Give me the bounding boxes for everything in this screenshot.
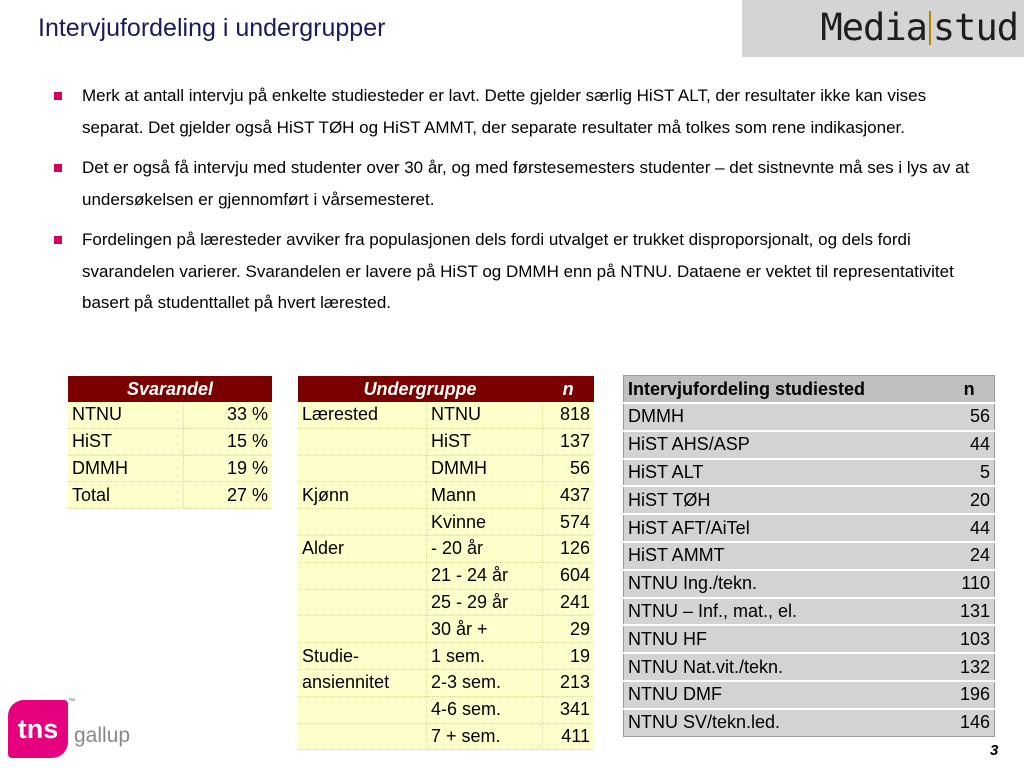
table-row (624, 542, 995, 570)
table-row (298, 589, 594, 616)
undergruppe-n-cell: 437 (542, 482, 594, 509)
undergruppe-group-cell (298, 455, 426, 482)
studiested-n-cell: 132 (944, 653, 994, 681)
undergruppe-group-cell (298, 428, 426, 455)
undergruppe-n-cell: 126 (542, 535, 594, 562)
bullet-square-icon (54, 236, 62, 244)
svarandel-name-cell: DMMH (68, 455, 183, 482)
gallup-logo-text: gallup (74, 724, 131, 747)
studiested-name-cell: DMMH (624, 403, 945, 431)
bullet-text: Merk at antall intervju på enkelte studiesteder er lavt. Dette gjelder særlig HiST ALT, der resultater ikke kan vises separat. Det gjelder også HiST TØH og HiST AMMT, der separate resultater må tolkes som rene indikasjoner. (82, 86, 927, 137)
studiested-name-cell: HiST AHS/ASP (624, 431, 945, 459)
table-row (624, 514, 995, 542)
studiested-n-cell: 131 (944, 598, 994, 626)
table-row (298, 616, 594, 643)
undergruppe-sub-cell: HiST (426, 428, 542, 455)
table-row (298, 455, 594, 482)
undergruppe-n-cell: 137 (542, 428, 594, 455)
undergruppe-sub-cell: DMMH (426, 455, 542, 482)
studiested-n-cell: 44 (944, 514, 994, 542)
bullet-text: Fordelingen på læresteder avviker fra populasjonen dels fordi utvalget er trukket disproporsjonalt, og dels fordi svarandelen varierer. Svarandelen er lavere på HiST og DMMH enn på NTNU. Dataene er vektet til representativitet basert på studenttallet på hvert lærested. (82, 230, 954, 312)
page-title: Intervjufordeling i undergrupper (38, 14, 386, 42)
studiested-name-cell: HiST AFT/AiTel (624, 514, 945, 542)
table-row (298, 402, 594, 428)
undergruppe-group-cell: ansiennitet (298, 669, 426, 696)
table-row (624, 681, 995, 709)
studiested-name-cell: HiST TØH (624, 486, 945, 514)
tns-logo: tns (8, 700, 68, 758)
studiested-name-cell: NTNU Ing./tekn. (624, 570, 945, 598)
undergruppe-n-cell: 29 (542, 616, 594, 643)
studiested-n-cell: 110 (944, 570, 994, 598)
undergruppe-n-cell: 213 (542, 669, 594, 696)
undergruppe-sub-cell: NTNU (426, 402, 542, 428)
undergruppe-sub-cell: Mann (426, 482, 542, 509)
table-row (298, 535, 594, 562)
bullet-item (52, 224, 982, 319)
table-row (68, 455, 272, 482)
table-header-row (298, 376, 594, 402)
studiested-n-cell: 196 (944, 681, 994, 709)
undergruppe-group-cell (298, 616, 426, 643)
studiested-name-cell: NTNU – Inf., mat., el. (624, 598, 945, 626)
table-row (624, 486, 995, 514)
studiested-name-cell: NTNU DMF (624, 681, 945, 709)
table-row (68, 402, 272, 428)
undergruppe-group-cell: Alder (298, 535, 426, 562)
studiested-name-cell: NTNU HF (624, 625, 945, 653)
table-row (624, 653, 995, 681)
studiested-name-cell: NTNU SV/tekn.led. (624, 709, 945, 736)
undergruppe-body (298, 402, 594, 750)
undergruppe-sub-cell: 2-3 sem. (426, 669, 542, 696)
svarandel-name-cell: NTNU (68, 402, 183, 428)
undergruppe-group-cell: Kjønn (298, 482, 426, 509)
table-row (298, 669, 594, 696)
studiested-n-header: n (944, 376, 994, 404)
bullet-text: Det er også få intervju med studenter over 30 år, og med førstesemesters studenter – det sistnevnte må ses i lys av at undersøkelsen er gjennomført i vårsemesteret. (82, 158, 970, 209)
undergruppe-group-cell (298, 723, 426, 750)
studiested-name-cell: HiST ALT (624, 459, 945, 487)
table-row (624, 625, 995, 653)
studiested-name-cell: HiST AMMT (624, 542, 945, 570)
studiested-n-cell: 44 (944, 431, 994, 459)
table-row (624, 403, 995, 431)
svarandel-name-cell: Total (68, 482, 183, 509)
studiested-n-cell: 103 (944, 625, 994, 653)
undergruppe-sub-cell: 30 år + (426, 616, 542, 643)
undergruppe-n-cell: 56 (542, 455, 594, 482)
undergruppe-n-cell: 604 (542, 562, 594, 589)
table-row (298, 723, 594, 750)
bullet-item (52, 80, 982, 143)
table-row (68, 482, 272, 509)
table-row (624, 598, 995, 626)
bullet-square-icon (54, 164, 62, 172)
undergruppe-sub-cell: - 20 år (426, 535, 542, 562)
table-header-row (68, 376, 272, 402)
table-row (68, 428, 272, 455)
undergruppe-n-cell: 574 (542, 509, 594, 536)
studiested-header: Intervjufordeling studiested (624, 376, 945, 404)
undergruppe-group-cell (298, 509, 426, 536)
studiested-n-cell: 20 (944, 486, 994, 514)
studiested-body (624, 403, 995, 736)
undergruppe-group-cell (298, 589, 426, 616)
svarandel-table (68, 376, 272, 509)
trademark: ™ (68, 698, 75, 705)
studiested-n-cell: 146 (944, 709, 994, 736)
undergruppe-sub-cell: 1 sem. (426, 643, 542, 670)
table-row (624, 431, 995, 459)
undergruppe-group-cell: Lærested (298, 402, 426, 428)
undergruppe-sub-cell: 7 + sem. (426, 723, 542, 750)
undergruppe-group-cell: Studie- (298, 643, 426, 670)
undergruppe-n-cell: 818 (542, 402, 594, 428)
logo-text-left: Media (820, 6, 927, 49)
svarandel-value-cell: 33 % (183, 402, 272, 428)
table-header-row (624, 376, 995, 404)
undergruppe-sub-cell: 4-6 sem. (426, 696, 542, 723)
undergruppe-group-cell (298, 696, 426, 723)
table-row (624, 459, 995, 487)
undergruppe-n-header: n (542, 376, 594, 402)
logo-divider (929, 11, 931, 45)
table-row (624, 570, 995, 598)
svarandel-name-cell: HiST (68, 428, 183, 455)
table-row (298, 509, 594, 536)
undergruppe-table (298, 376, 594, 750)
svarandel-value-cell: 15 % (183, 428, 272, 455)
svarandel-value-cell: 19 % (183, 455, 272, 482)
undergruppe-n-cell: 411 (542, 723, 594, 750)
studiested-table (623, 375, 995, 737)
undergruppe-n-cell: 241 (542, 589, 594, 616)
table-row (298, 482, 594, 509)
svarandel-body (68, 402, 272, 509)
undergruppe-sub-cell: Kvinne (426, 509, 542, 536)
table-row (298, 696, 594, 723)
table-row (298, 428, 594, 455)
bullet-square-icon (54, 92, 62, 100)
studiested-name-cell: NTNU Nat.vit./tekn. (624, 653, 945, 681)
logo-text (821, 6, 1019, 49)
page-number: 3 (990, 742, 999, 759)
table-row (624, 709, 995, 736)
studiested-n-cell: 24 (944, 542, 994, 570)
svarandel-header: Svarandel (68, 376, 272, 402)
bullet-item (52, 152, 982, 215)
undergruppe-sub-cell: 25 - 29 år (426, 589, 542, 616)
studiested-n-cell: 5 (944, 459, 994, 487)
bullet-list (52, 80, 982, 328)
table-row (298, 562, 594, 589)
mediastud-logo (742, 0, 1024, 57)
undergruppe-group-cell (298, 562, 426, 589)
table-row (298, 643, 594, 670)
undergruppe-n-cell: 341 (542, 696, 594, 723)
undergruppe-n-cell: 19 (542, 643, 594, 670)
studiested-n-cell: 56 (944, 403, 994, 431)
undergruppe-header: Undergruppe (298, 376, 542, 402)
svarandel-value-cell: 27 % (183, 482, 272, 509)
undergruppe-sub-cell: 21 - 24 år (426, 562, 542, 589)
logo-text-right: stud (932, 6, 1018, 49)
